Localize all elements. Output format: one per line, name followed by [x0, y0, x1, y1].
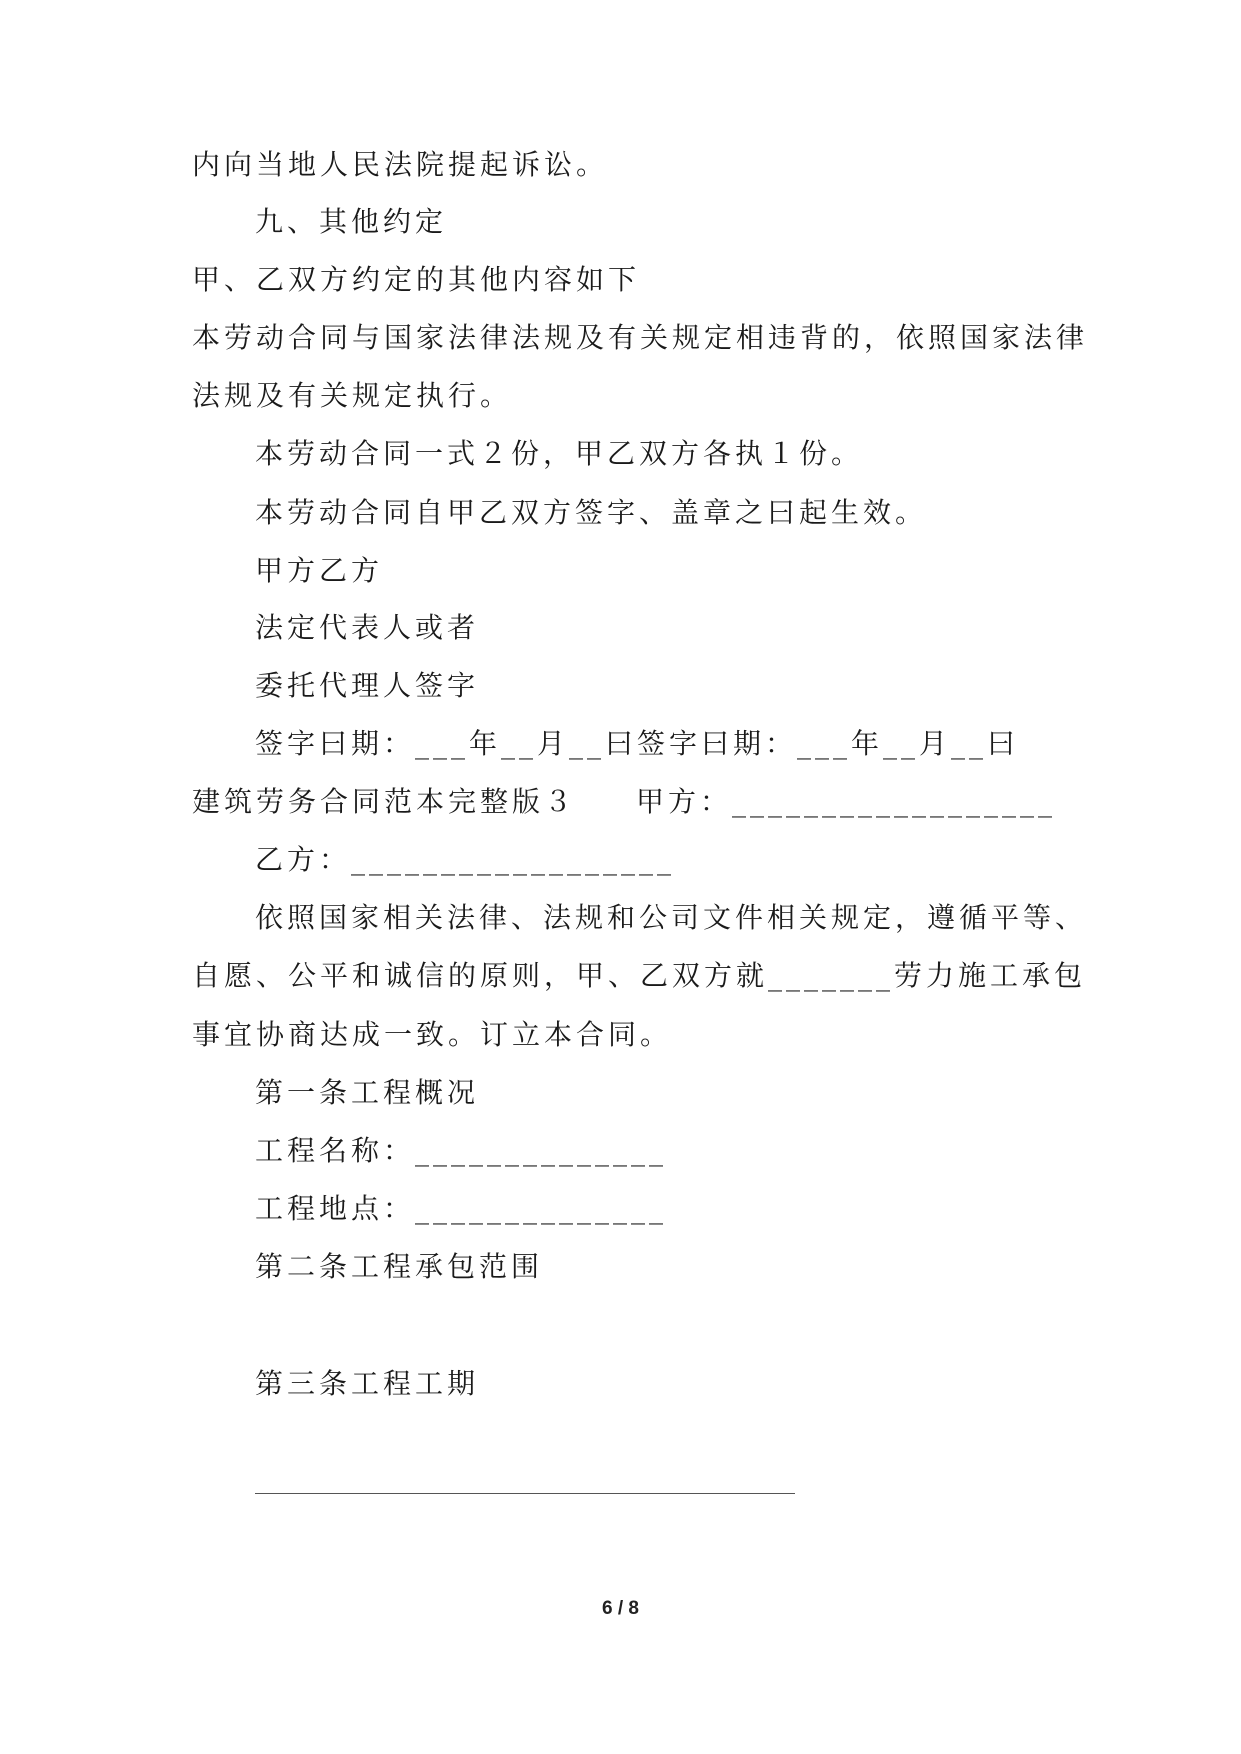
- project-location-field: 工程地点：______________: [255, 1192, 668, 1225]
- paragraph-line: 本劳动合同一式２份，甲乙双方各执１份。: [255, 437, 864, 470]
- paragraph-line: 自愿、公平和诚信的原则，甲、乙双方就_______劳力施工承包: [192, 959, 1087, 992]
- party-b-field: 乙方：__________________: [255, 843, 676, 876]
- section-heading: 九、其他约定: [255, 205, 448, 238]
- paragraph-line: 法规及有关规定执行。: [192, 379, 513, 412]
- party-a-field: 甲方：__________________: [636, 785, 1057, 818]
- article-heading: 第一条工程概况: [255, 1076, 480, 1109]
- paragraph-line: 事宜协商达成一致。订立本合同。: [192, 1018, 673, 1051]
- paragraph-line: 甲方乙方: [255, 554, 384, 587]
- article-heading: 第三条工程工期: [255, 1367, 480, 1400]
- paragraph-line: 本劳动合同自甲乙双方签字、盖章之曰起生效。: [255, 496, 928, 529]
- paragraph-line: 本劳动合同与国家法律法规及有关规定相违背的，依照国家法律: [192, 321, 1089, 354]
- paragraph-line: 内向当地人民法院提起诉讼。: [192, 148, 609, 181]
- article-heading: 第二条工程承包范围: [255, 1250, 544, 1283]
- document-title: 建筑劳务合同范本完整版３: [192, 785, 577, 818]
- paragraph-line: [192, 782, 1056, 822]
- blank-fill-line: [255, 1493, 795, 1494]
- paragraph-line: 委托代理人签字: [255, 669, 480, 702]
- paragraph-line: 法定代表人或者: [255, 611, 480, 644]
- paragraph-line: 甲、乙双方约定的其他内容如下: [192, 263, 641, 296]
- project-name-field: 工程名称：______________: [255, 1134, 668, 1167]
- signature-date-line: 签字曰期：___年__月__曰签字曰期：___年__月__曰: [255, 727, 1020, 760]
- paragraph-line: 依照国家相关法律、法规和公司文件相关规定，遵循平等、: [255, 901, 1088, 934]
- page-number: 6 / 8: [602, 1598, 639, 1619]
